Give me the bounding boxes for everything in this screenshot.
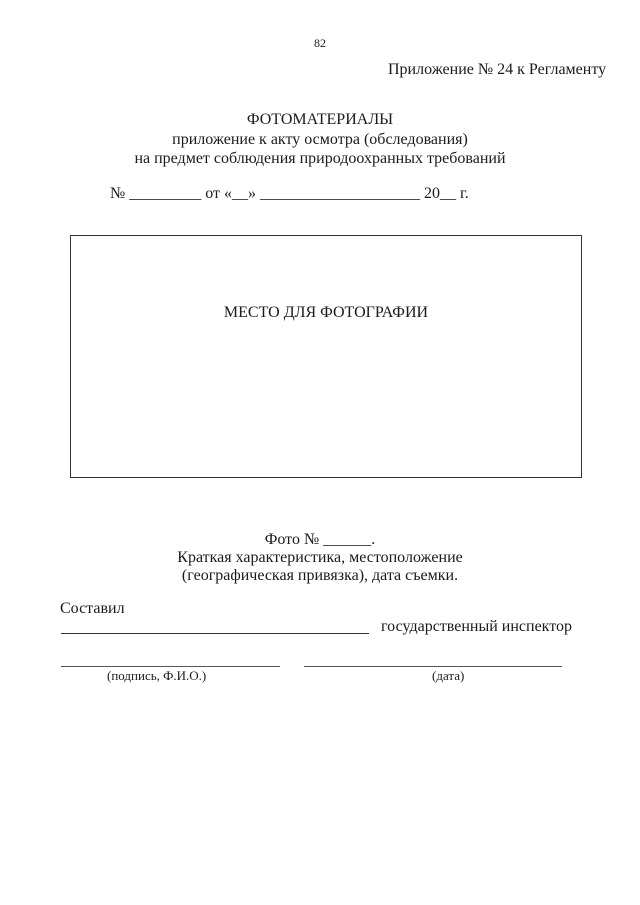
photo-placeholder-label: МЕСТО ДЛЯ ФОТОГРАФИИ — [223, 304, 429, 321]
document-subtitle-line1: приложение к акту осмотра (обследования) — [172, 131, 468, 148]
signature-caption: (подпись, Ф.И.О.) — [107, 668, 207, 683]
date-caption: (дата) — [432, 668, 465, 683]
compiled-by-label: Составил — [60, 600, 125, 617]
page-number: 82 — [314, 36, 326, 50]
photo-number-line: Фото № ______. — [264, 531, 376, 548]
photo-description-line2: (географическая привязка), дата съемки. — [181, 567, 459, 584]
document-title: ФОТОМАТЕРИАЛЫ — [246, 111, 394, 128]
photo-placeholder-box — [70, 235, 582, 478]
signature-line — [61, 666, 280, 667]
document-subtitle-line2: на предмет соблюдения природоохранных требований — [134, 150, 506, 167]
date-line — [304, 666, 562, 667]
appendix-label: Приложение № 24 к Регламенту — [388, 61, 607, 78]
photo-description-line1: Краткая характеристика, местоположение — [177, 549, 463, 566]
inspector-title: государственный инспектор — [381, 618, 573, 635]
inspector-name-line — [61, 633, 369, 634]
act-number-date-line: № _________ от «__» ____________________ 20__ г. — [110, 185, 469, 202]
